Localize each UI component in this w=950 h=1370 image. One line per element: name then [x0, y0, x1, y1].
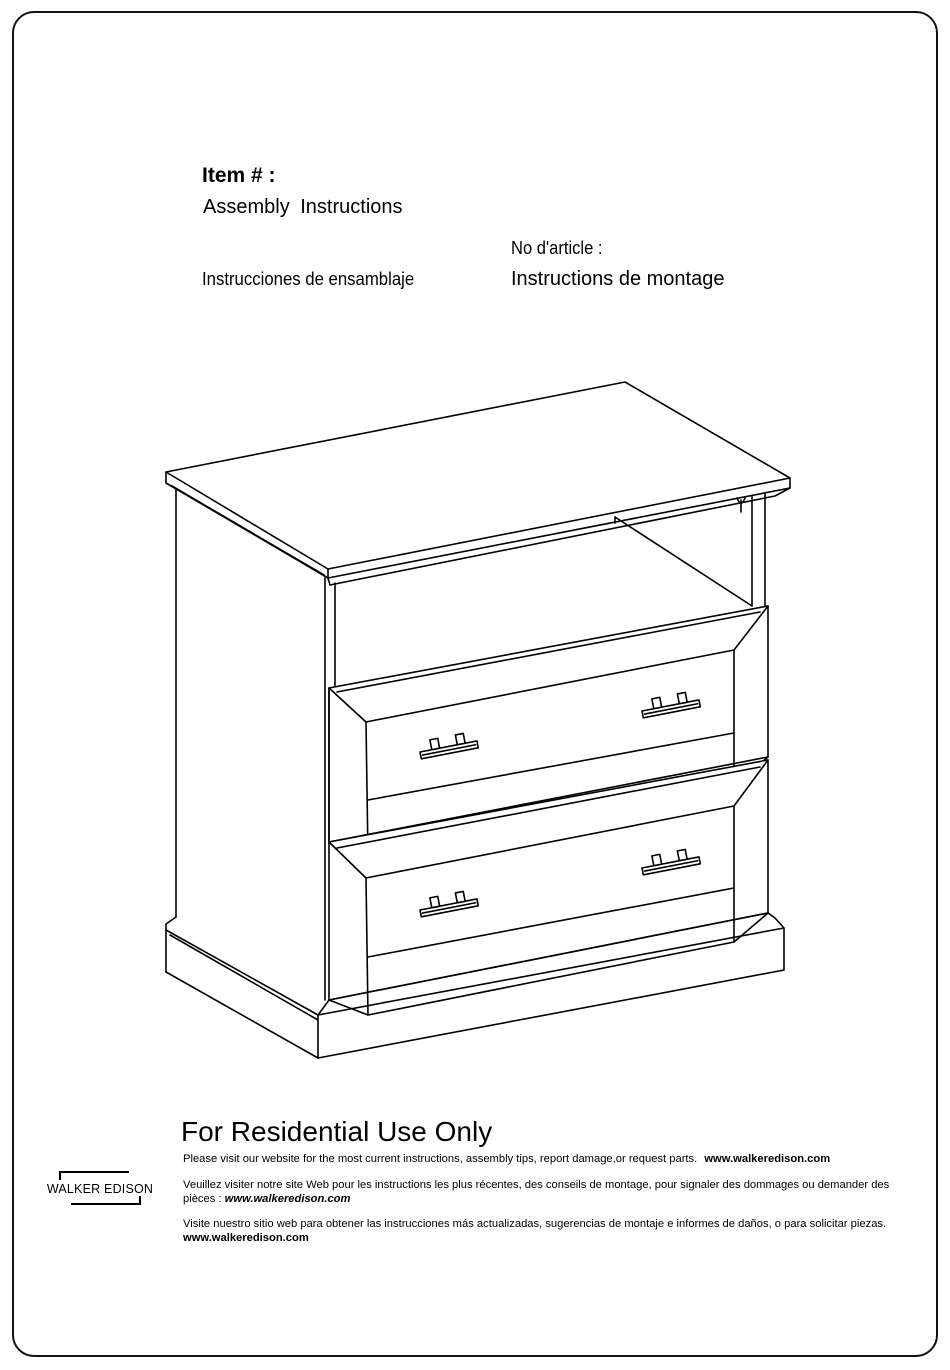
note-english-text: Please visit our website for the most current instructions, assembly tips, report damage,or request parts.: [183, 1153, 698, 1165]
residential-use-heading: For Residential Use Only: [181, 1116, 493, 1147]
website-link-es[interactable]: www.walkeredison.com: [183, 1232, 309, 1244]
assembly-instructions-title: Assembly Instructions: [203, 196, 403, 218]
website-link-en[interactable]: www.walkeredison.com: [704, 1153, 831, 1165]
instrucciones-title: Instrucciones de ensamblaje: [202, 269, 415, 289]
note-spanish-text: Visite nuestro sitio web para obtener las instrucciones más actualizadas, sugerencias de montaje e informes de daños, o para solicitar piezas.: [183, 1218, 887, 1230]
walker-edison-logo: [40, 1170, 160, 1210]
item-number-label: Item # :: [202, 164, 276, 187]
logo-text: WALKER EDISON: [46, 1182, 154, 1196]
note-english: [183, 1152, 918, 1166]
website-link-fr[interactable]: www.walkeredison.com: [224, 1193, 351, 1205]
no-article-label: No d'article :: [511, 238, 603, 258]
note-french-text: Veuillez visiter notre site Web pour les instructions les plus récentes, des conseils de montage, pour signaler des dommages ou demander des pièces :: [183, 1179, 890, 1205]
note-spanish: [183, 1217, 918, 1245]
note-french: [183, 1178, 918, 1206]
nightstand-top: [166, 382, 790, 585]
instructions-montage-title: Instructions de montage: [511, 268, 725, 290]
nightstand-side-panel: [166, 489, 325, 1000]
